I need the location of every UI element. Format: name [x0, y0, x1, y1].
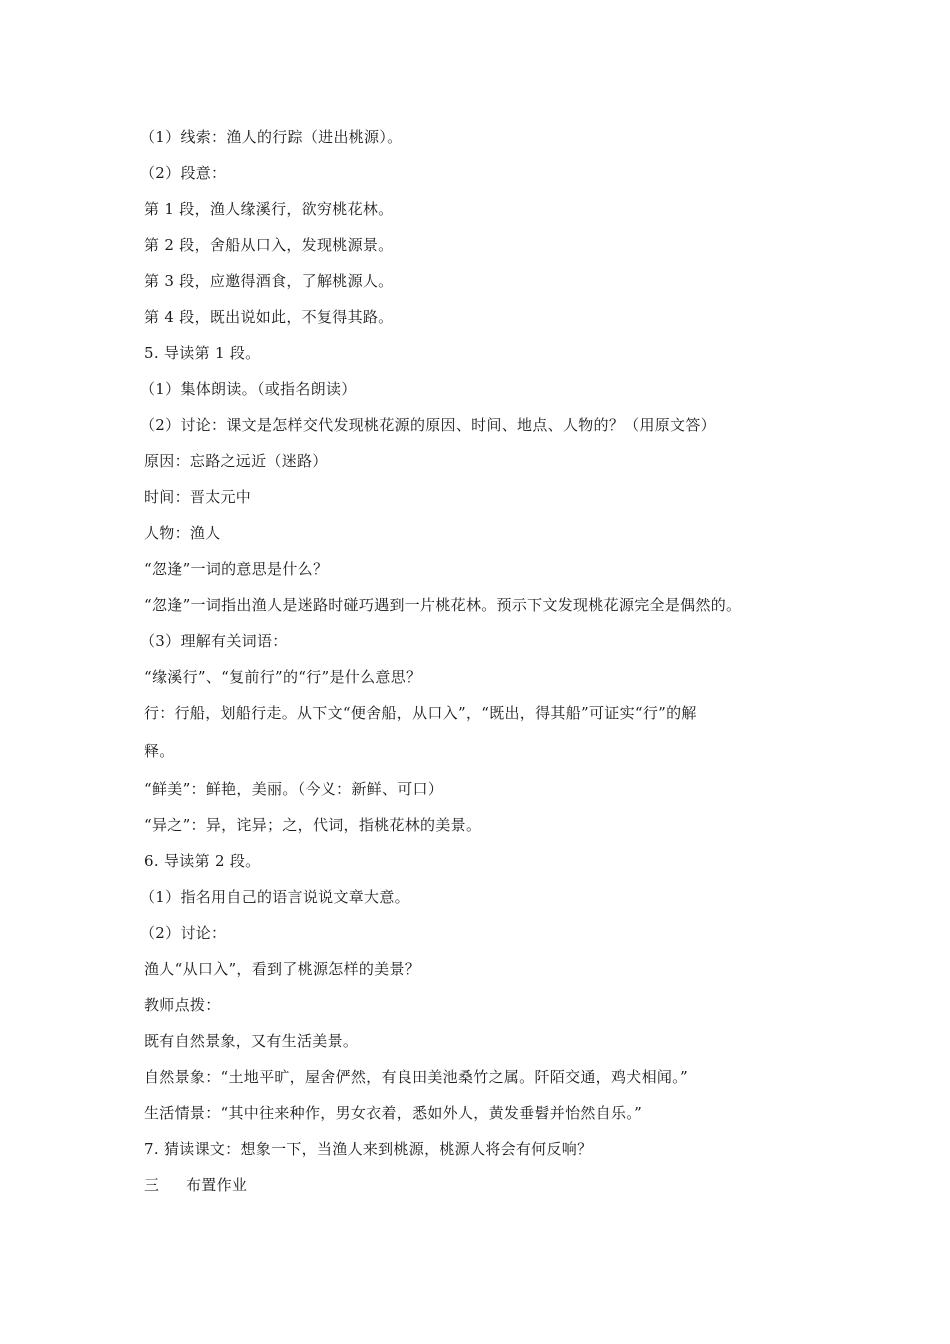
text-line: （2）讨论： — [140, 924, 227, 942]
text-line: （2）段意： — [140, 164, 227, 182]
text-line: “忽逢”一词指出渔人是迷路时碰巧遇到一片桃花林。预示下文发现桃花源完全是偶然的。 — [144, 596, 742, 614]
text-line: 5. 导读第 1 段。 — [144, 344, 261, 362]
text-line: 生活情景：“其中往来种作，男女衣着，悉如外人，黄发垂髫并怡然自乐。” — [144, 1104, 643, 1122]
text-line: “缘溪行”、“复前行”的“行”是什么意思？ — [144, 668, 422, 686]
text-line: “鲜美”：鲜艳，美丽。（今义：新鲜、可口） — [144, 780, 444, 798]
text-line: 教师点拨： — [144, 996, 221, 1014]
text-line: （2）讨论：课文是怎样交代发现桃花源的原因、时间、地点、人物的？（用原文答） — [140, 416, 716, 434]
section-heading — [144, 1175, 247, 1195]
text-line: 第 4 段，既出说如此，不复得其路。 — [144, 308, 394, 326]
text-line: 自然景象：“土地平旷，屋舍俨然，有良田美池桑竹之属。阡陌交通，鸡犬相闻。” — [144, 1068, 688, 1086]
text-line: 第 2 段，舍船从口入，发现桃源景。 — [144, 236, 394, 254]
text-line: （1）集体朗读。（或指名朗读） — [140, 380, 357, 398]
section-number: 三 — [144, 1176, 160, 1194]
text-line: 6. 导读第 2 段。 — [144, 852, 261, 870]
text-line: 既有自然景象，又有生活美景。 — [144, 1032, 359, 1050]
section-title: 布置作业 — [186, 1176, 248, 1194]
text-line: 行：行船，划船行走。从下文“便舍船，从口入”，“既出，得其船”可证实“行”的解 — [144, 704, 697, 722]
text-line: “忽逢”一词的意思是什么？ — [144, 560, 329, 578]
text-line: （1）指名用自己的语言说说文章大意。 — [140, 888, 410, 906]
text-line: （3）理解有关词语： — [140, 632, 288, 650]
text-line: 7. 猜读课文：想象一下，当渔人来到桃源，桃源人将会有何反响？ — [144, 1140, 593, 1158]
text-line: 渔人“从口入”，看到了桃源怎样的美景？ — [144, 960, 421, 978]
text-line: （1）线索：渔人的行踪（进出桃源）。 — [140, 128, 403, 146]
text-line: “异之”：异，诧异；之，代词，指桃花林的美景。 — [144, 816, 482, 834]
text-line: 第 3 段，应邀得酒食，了解桃源人。 — [144, 272, 394, 290]
text-line: 第 1 段，渔人缘溪行，欲穷桃花林。 — [144, 200, 394, 218]
text-line: 人物：渔人 — [144, 524, 221, 542]
text-line: 原因：忘路之远近（迷路） — [144, 452, 328, 470]
text-line: 时间：晋太元中 — [144, 488, 252, 506]
text-line: 释。 — [144, 742, 175, 760]
